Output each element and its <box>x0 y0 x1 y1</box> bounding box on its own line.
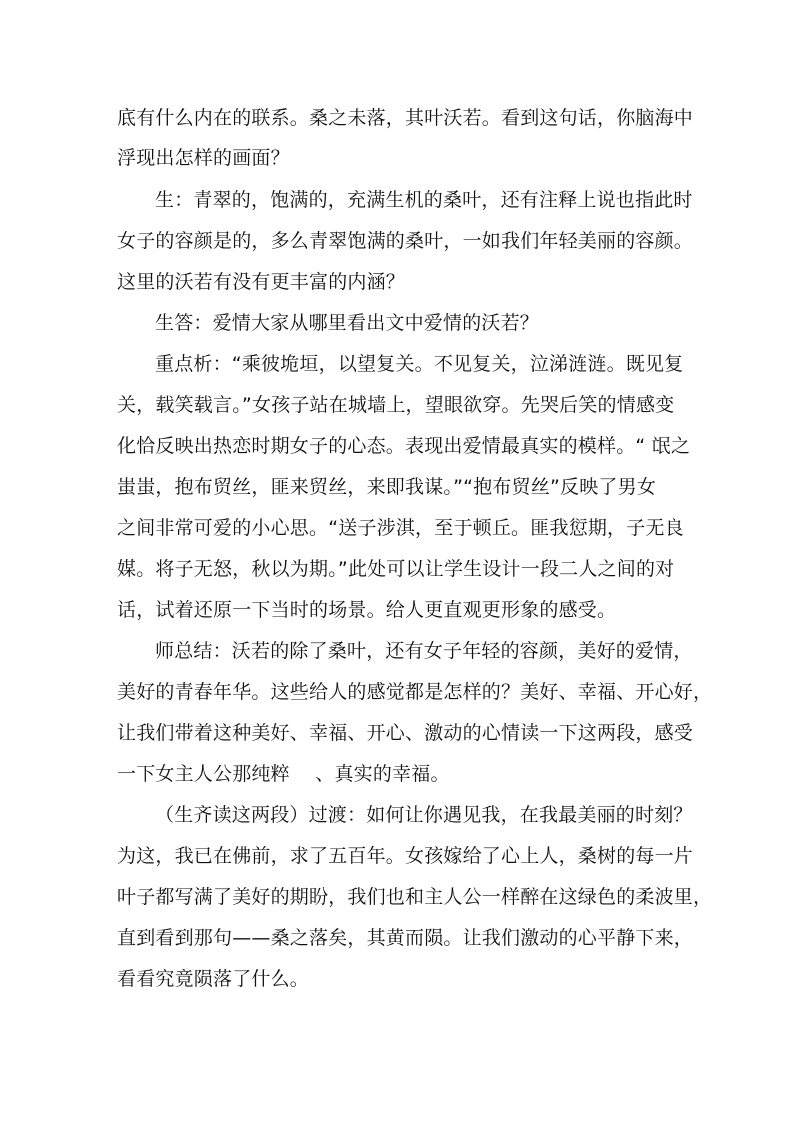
text-line: 化恰反映出热恋时期女子的心态。表现出爱情最真实的模样。“ 氓之 <box>117 435 691 457</box>
text-line: 生：青翠的，饱满的，充满生机的桑叶，还有注释上说也指此时 <box>155 189 693 211</box>
text-line: 话，试着还原一下当时的场景。给人更直观更形象的感受。 <box>117 599 617 621</box>
text-line: 重点析：“乘彼垝垣，以望复关。不见复关，泣涕涟涟。既见复 <box>155 353 684 375</box>
text-line: 之间非常可爱的小心思。“送子涉淇，至于顿丘。匪我愆期，子无良 <box>117 517 684 539</box>
text-line: 关，载笑载言。”女孩子站在城墙上，望眼欲穿。先哭后笑的情感变 <box>117 394 675 416</box>
text-line: 叶子都写满了美好的期盼，我们也和主人公一样醉在这绿色的柔波里， <box>117 886 713 908</box>
text-line: 生答：爱情大家从哪里看出文中爱情的沃若？ <box>155 312 540 334</box>
text-line: 看看究竟陨落了什么。 <box>117 968 310 990</box>
text-line: 为这，我已在佛前，求了五百年。女孩嫁给了心上人，桑树的每一片 <box>117 845 694 867</box>
text-line: 女子的容颜是的，多么青翠饱满的桑叶，一如我们年轻美丽的容颜。 <box>117 230 694 252</box>
text-line: 蚩蚩，抱布贸丝，匪来贸丝，来即我谋。”“抱布贸丝”反映了男女 <box>117 476 657 498</box>
text-line: 底有什么内在的联系。桑之未落，其叶沃若。看到这句话，你脑海中 <box>117 107 694 129</box>
text-line: 这里的沃若有没有更丰富的内涵？ <box>117 271 406 293</box>
text-line: 师总结：沃若的除了桑叶，还有女子年轻的容颜，美好的爱情， <box>155 640 693 662</box>
text-line: （生齐读这两段）过渡：如何让你遇见我，在我最美丽的时刻？ <box>155 804 693 826</box>
text-line: 直到看到那句——桑之落矣，其黄而陨。让我们激动的心平静下来， <box>117 927 694 949</box>
text-line: 浮现出怎样的画面？ <box>117 147 290 169</box>
text-line: 媒。将子无怒，秋以为期。”此处可以让学生设计一段二人之间的对 <box>117 558 675 580</box>
text-line: 美好的青春年华。这些给人的感觉都是怎样的？美好、幸福、开心好， <box>117 681 713 703</box>
text-line: 一下女主人公那纯粹 、真实的幸福。 <box>117 763 450 785</box>
text-line: 让我们带着这种美好、幸福、开心、激动的心情读一下这两段，感受 <box>117 722 694 744</box>
